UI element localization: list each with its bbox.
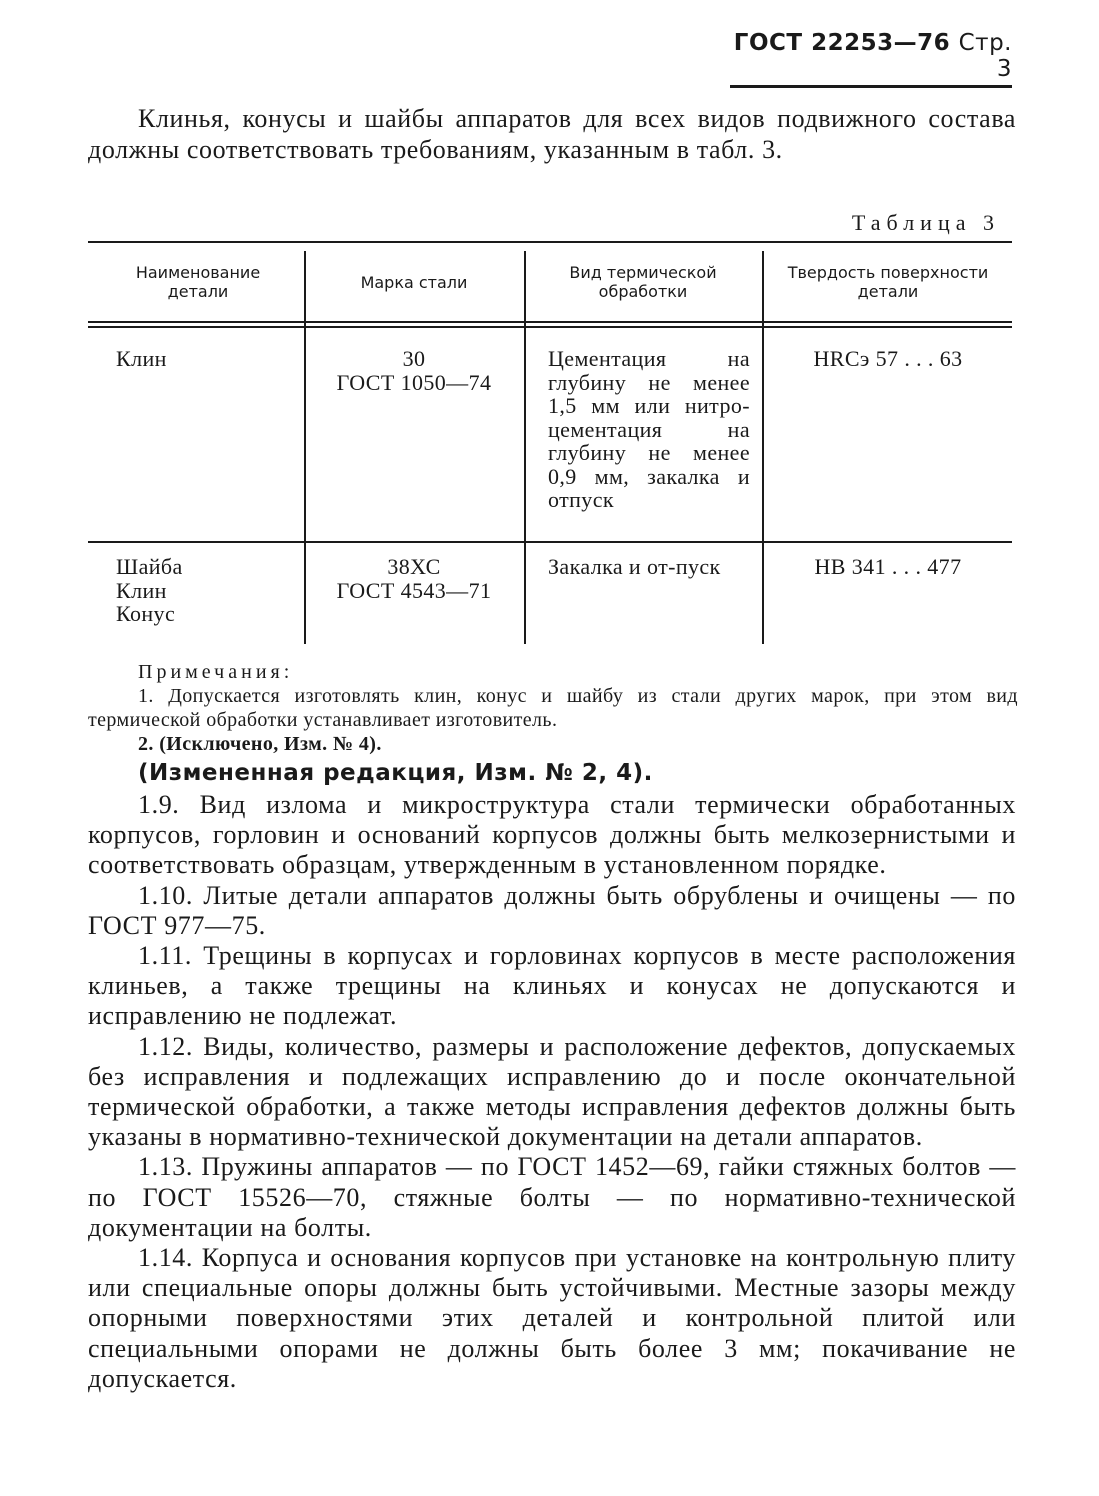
clause-1-14: 1.14. Корпуса и основания корпусов при установке на контрольную плиту или специальные опоры должны быть устойчивыми. Местные зазоры между опорными поверхностями этих деталей и контрольной плитой или специальными опорами не должны быть более 3 мм; покачивание не допускается.: [88, 1243, 1016, 1393]
table-caption: Таблица 3: [851, 210, 1000, 235]
clause-1-10: 1.10. Литые детали аппаратов должны быть обрублены и очищены — по ГОСТ 977—75.: [88, 880, 1016, 940]
header-part: Наименование детали: [135, 263, 261, 301]
steel-table: [88, 241, 1012, 644]
notes-title: Примечания:: [138, 661, 294, 683]
column-divider: [762, 251, 764, 644]
header-rule-1: [88, 321, 1012, 323]
row2-treatment: Закалка и от-пуск: [548, 554, 721, 579]
column-divider: [304, 251, 306, 644]
row1-treatment: Цементация на глубину не менее 1,5 мм или нитро-цементация на глубину не менее 0,9 мм, закалка и отпуск: [548, 346, 750, 512]
row2-hardness: НВ 341 . . . 477: [814, 554, 962, 579]
note-item: 1. Допускается изготовлять клин, конус и шайбу из стали других марок, при этом вид термической обработки устанавливает изготовитель.: [88, 685, 1018, 731]
clause-1-11: 1.11. Трещины в корпусах и горловинах корпусов в месте расположения клиньев, а также трещины на клиньях и конусах не допускаются и исправлению не подлежат.: [88, 941, 1016, 1031]
note-item: 2. (Исключено, Изм. № 4).: [138, 733, 382, 755]
edition-note: (Измененная редакция, Изм. № 2, 4).: [138, 760, 653, 786]
clause-1-12: 1.12. Виды, количество, размеры и расположение дефектов, допускаемых без исправления и подлежащих исправлению до и после окончательной термической обработки, а также методы исправления дефектов должны быть указаны в нормативно-технической документации на детали аппаратов.: [88, 1031, 1016, 1152]
row2-steel: 38ХС ГОСТ 4543—71: [336, 554, 492, 603]
page-number: Стр. 3: [958, 30, 1012, 82]
row1-part: Клин: [116, 346, 167, 371]
header-hardness: Твердость поверхности детали: [787, 263, 989, 301]
row2-part: Шайба Клин Конус: [116, 554, 183, 626]
table-top-rule: [88, 241, 1012, 243]
row-divider: [88, 541, 1012, 543]
page-header: [730, 30, 1012, 88]
clauses: [88, 790, 1016, 1394]
clause-1-9: 1.9. Вид излома и микроструктура стали термически обработанных корпусов, горловин и оснований корпусов должны быть мелкозернистыми и соответствовать образцам, утвержденным в установленном порядке.: [88, 790, 1016, 880]
column-divider: [524, 251, 526, 644]
header-rule-2: [88, 326, 1012, 328]
intro-paragraph: Клинья, конусы и шайбы аппаратов для всех видов подвижного состава должны соответствовать требованиям, указанным в табл. 3.: [88, 104, 1016, 164]
standard-number: ГОСТ 22253—76: [733, 30, 951, 56]
header-steel: Марка стали: [360, 273, 468, 292]
clause-1-13: 1.13. Пружины аппаратов — по ГОСТ 1452—69, гайки стяжных болтов — по ГОСТ 15526—70, стяжные болты — по нормативно-технической документации на болты.: [88, 1152, 1016, 1242]
header-treatment: Вид термической обработки: [569, 263, 717, 301]
table-notes: [88, 660, 1018, 756]
row1-hardness: HRCэ 57 . . . 63: [813, 346, 963, 371]
row1-steel: 30 ГОСТ 1050—74: [336, 346, 492, 395]
